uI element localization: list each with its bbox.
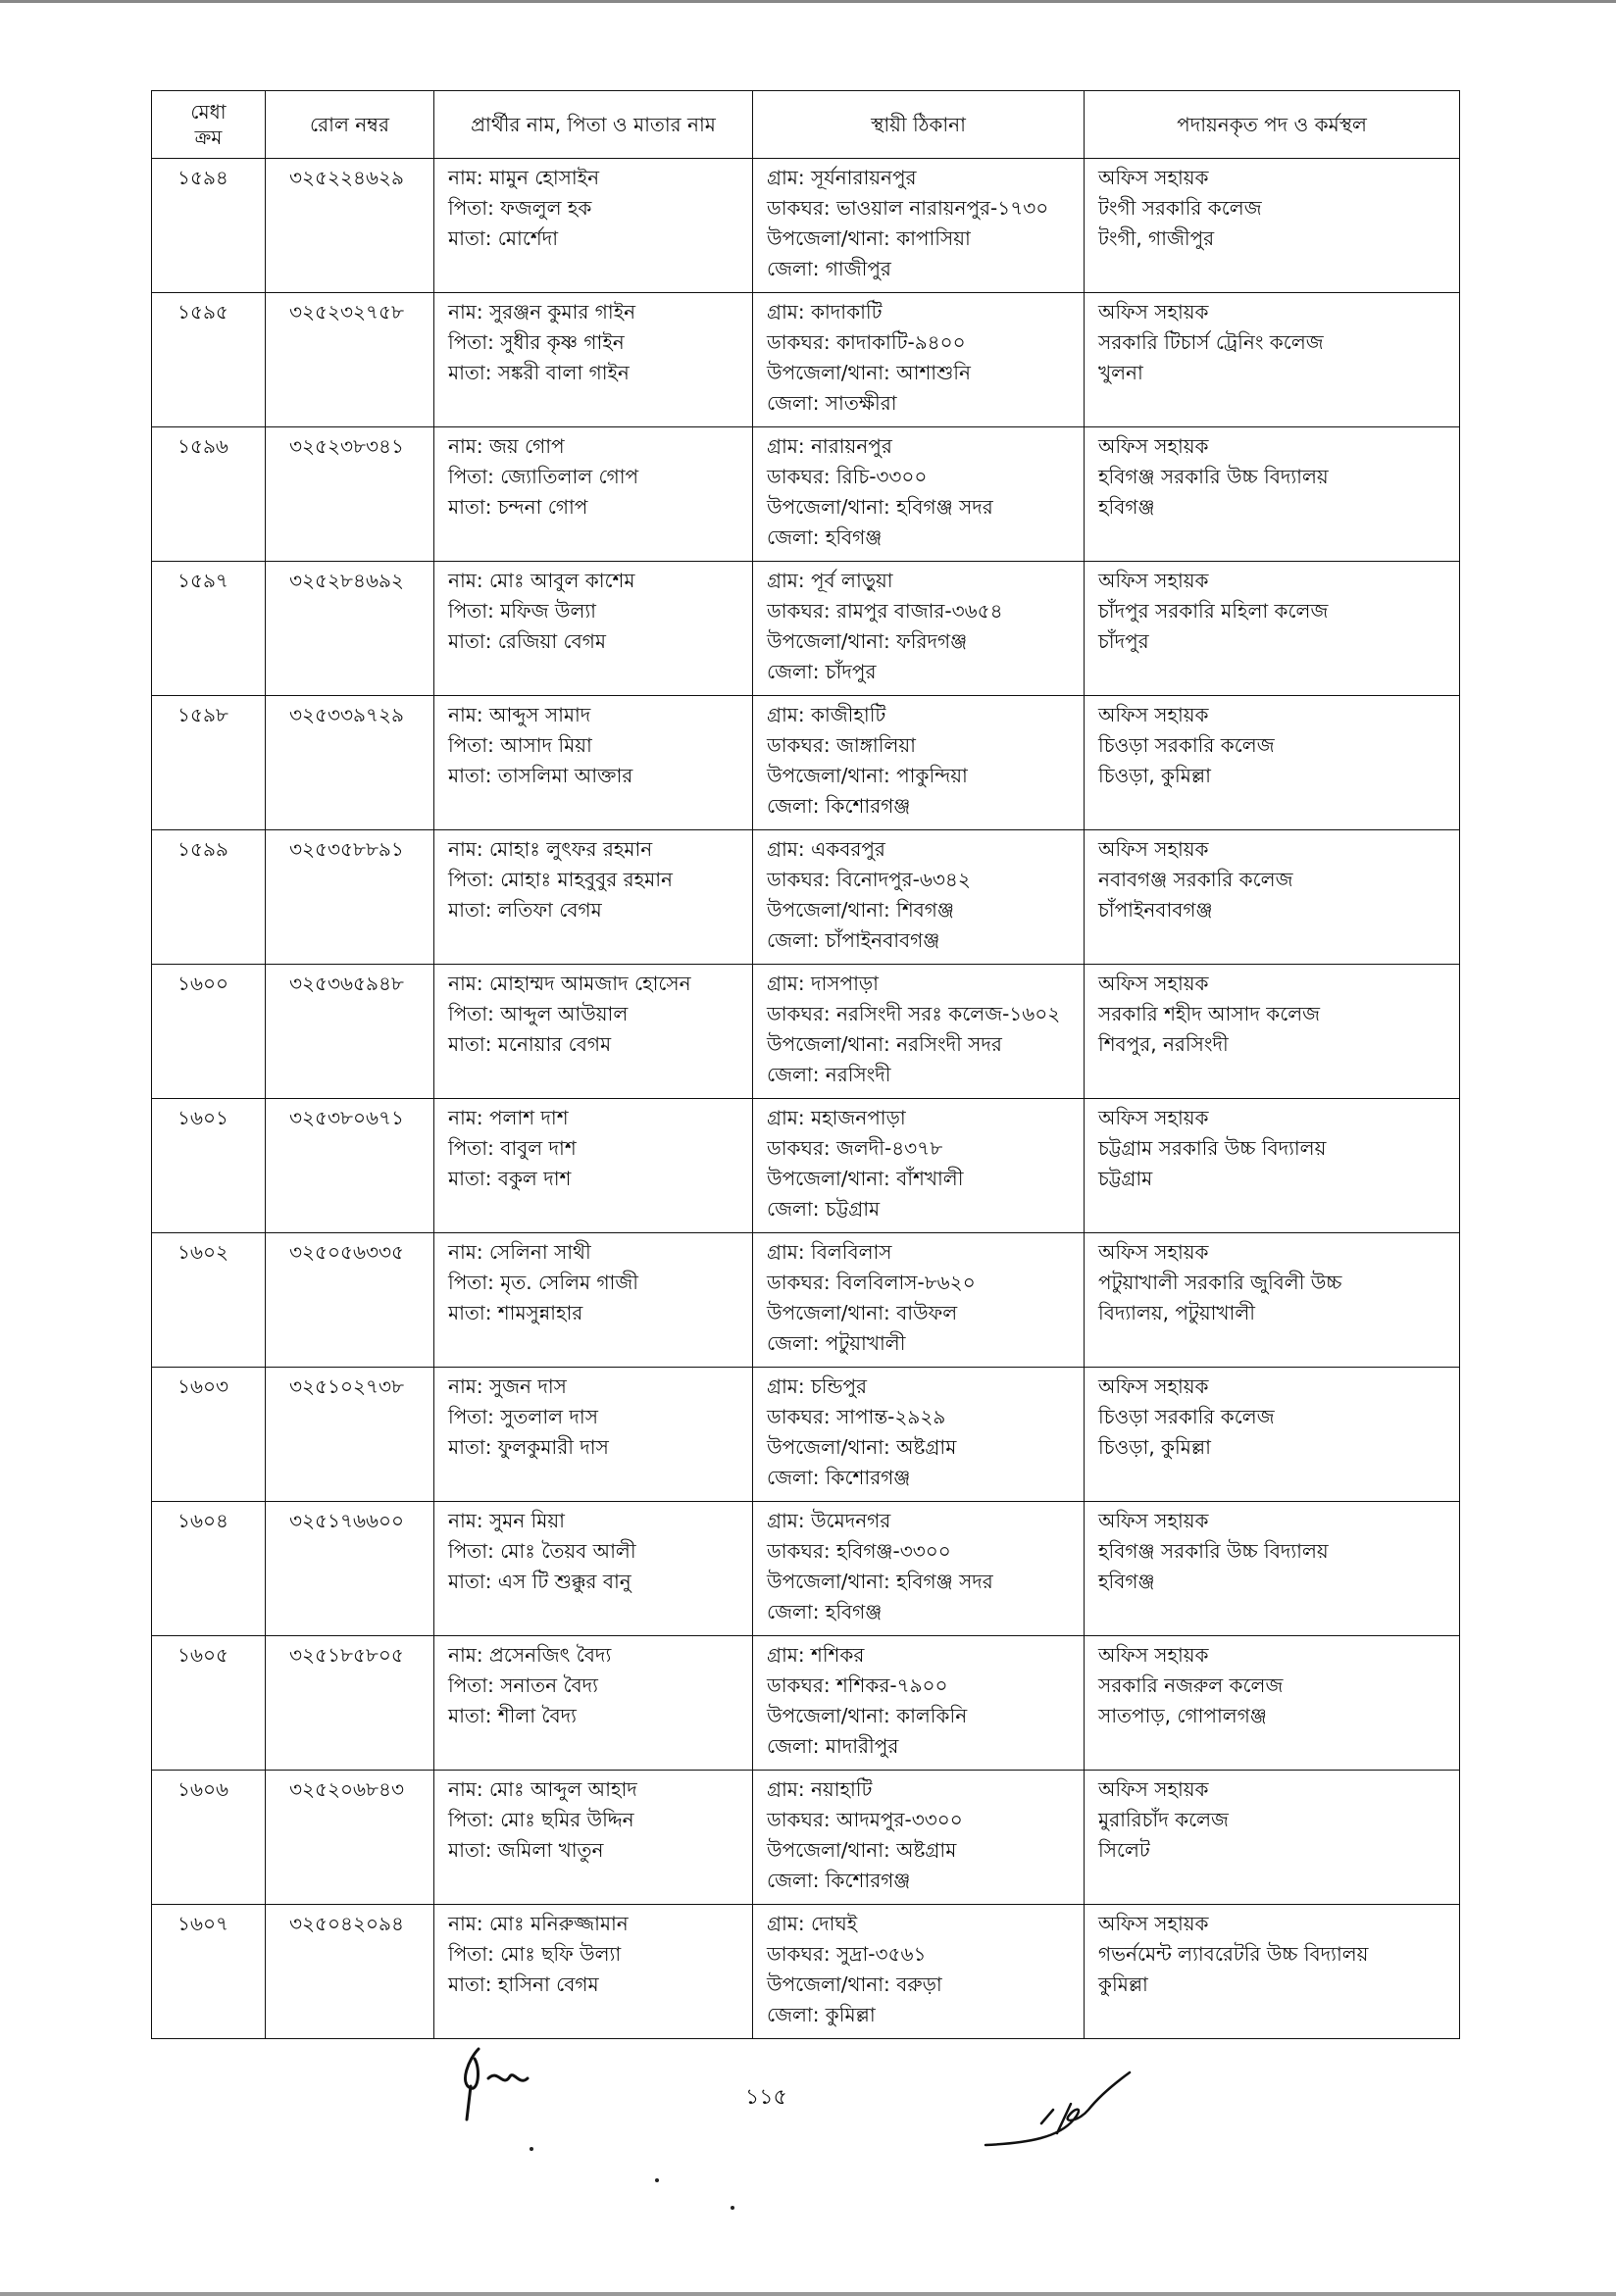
address-village: গ্রাম: উমেদনগর [767,1509,891,1532]
address-upazila: উপজেলা/থানা: কাপাসিয়া [767,226,971,250]
address-upazila: উপজেলা/থানা: পাকুন্দিয়া [767,764,968,787]
posting-workplace-line1: সরকারি টিচার্স ট্রেনিং কলেজ [1098,330,1324,354]
roll-number: ৩২৫৩৬৫৯৪৮ [289,972,404,995]
cell-roll [266,427,434,562]
posting-workplace-line2: টংগী, গাজীপুর [1098,226,1215,250]
mother-name: মাতা: শামসুন্নাহার [448,1301,583,1324]
address-post-office: ডাকঘর: সুদ্রা-৩৫৬১ [767,1942,927,1966]
posting-workplace-line1: সরকারি শহীদ আসাদ কলেজ [1098,1002,1321,1025]
cell-posting [1085,1233,1460,1368]
page-number: ১১৫ [745,2085,787,2110]
address-post-office: ডাকঘর: রামপুর বাজার-৩৬৫৪ [767,599,1003,623]
candidate-name: নাম: মোঃ আবুল কাশেম [448,569,635,592]
serial-number: ১৬০৬ [177,1777,228,1801]
scan-top-edge [0,0,1616,3]
cell-posting [1085,965,1460,1099]
cell-serial [152,1771,266,1905]
address-upazila: উপজেলা/থানা: অষ্টগ্রাম [767,1838,957,1862]
mother-name: মাতা: মনোয়ার বেগম [448,1032,612,1056]
cell-candidate [434,1233,753,1368]
father-name: পিতা: আব্দুল আউয়াল [448,1002,629,1025]
address-district: জেলা: কিশোরগঞ্জ [767,1869,911,1892]
address-district: জেলা: হবিগঞ্জ [767,1600,883,1623]
address-upazila: উপজেলা/থানা: হবিগঞ্জ সদর [767,495,993,519]
address-post-office: ডাকঘর: হবিগঞ্জ-৩৩০০ [767,1539,951,1563]
address-post-office: ডাকঘর: সাপান্ত-২৯২৯ [767,1405,946,1428]
table-row [152,427,1460,562]
address-district: জেলা: চাঁদপুর [767,660,877,683]
cell-address [753,1099,1085,1233]
cell-posting [1085,696,1460,830]
father-name: পিতা: মোহাঃ মাহবুবুর রহমান [448,868,673,891]
father-name: পিতা: আসাদ মিয়া [448,733,592,757]
cell-candidate [434,1905,753,2039]
posting-post: অফিস সহায়ক [1098,1912,1209,1935]
cell-address [753,965,1085,1099]
roll-number: ৩২৫২৩৮৩৪১ [289,434,404,458]
posting-workplace-line2: হবিগঞ্জ [1098,1570,1155,1593]
scan-speck [731,2206,734,2210]
roll-number: ৩২৫০৪২০৯৪ [289,1912,404,1935]
posting-workplace-line2: বিদ্যালয়, পটুয়াখালী [1098,1301,1255,1324]
address-upazila: উপজেলা/থানা: শিবগঞ্জ [767,898,954,922]
father-name: পিতা: ফজলুল হক [448,196,592,220]
serial-number: ১৫৯৮ [177,703,228,726]
table-row [152,293,1460,427]
address-village: গ্রাম: নয়াহাটি [767,1777,873,1801]
cell-candidate [434,965,753,1099]
candidate-name: নাম: সুজন দাস [448,1374,567,1398]
cell-candidate [434,1771,753,1905]
posting-workplace-line2: চাঁপাইনবাবগঞ্জ [1098,898,1213,922]
posting-workplace-line1: টংগী সরকারি কলেজ [1098,196,1262,220]
table-row [152,1368,1460,1502]
posting-workplace-line2: চিওড়া, কুমিল্লা [1098,1435,1211,1459]
table-row [152,830,1460,965]
posting-workplace-line1: চট্টগ্রাম সরকারি উচ্চ বিদ্যালয় [1098,1136,1327,1160]
father-name: পিতা: মফিজ উল্যা [448,599,596,623]
roll-number: ৩২৫০৫৬৩৩৫ [289,1240,404,1264]
posting-workplace-line1: গভর্নমেন্ট ল্যাবরেটরি উচ্চ বিদ্যালয় [1098,1942,1369,1966]
father-name: পিতা: বাবুল দাশ [448,1136,577,1160]
table-row [152,965,1460,1099]
serial-number: ১৫৯৫ [177,300,228,324]
posting-post: অফিস সহায়ক [1098,1509,1209,1532]
posting-post: অফিস সহায়ক [1098,972,1209,995]
roll-number: ৩২৫২২৪৬২৯ [289,166,404,189]
posting-post: অফিস সহায়ক [1098,300,1209,324]
cell-candidate [434,1636,753,1771]
posting-post: অফিস সহায়ক [1098,837,1209,861]
address-village: গ্রাম: নারায়নপুর [767,434,892,458]
cell-posting [1085,427,1460,562]
header-posting: পদায়নকৃত পদ ও কর্মস্থল [1085,91,1460,159]
cell-posting [1085,1502,1460,1636]
posting-workplace-line2: হবিগঞ্জ [1098,495,1155,519]
serial-number: ১৬০৫ [177,1643,228,1667]
cell-address [753,562,1085,696]
cell-posting [1085,1771,1460,1905]
candidate-name: নাম: প্রসেনজিৎ বৈদ্য [448,1643,612,1667]
serial-number: ১৬০৪ [177,1509,228,1532]
father-name: পিতা: সনাতন বৈদ্য [448,1673,598,1697]
cell-roll [266,1368,434,1502]
cell-address [753,293,1085,427]
father-name: পিতা: মোঃ ছমির উদ্দিন [448,1808,634,1831]
posting-workplace-line1: চিওড়া সরকারি কলেজ [1098,733,1275,757]
cell-address [753,1368,1085,1502]
posting-workplace-line1: চাঁদপুর সরকারি মহিলা কলেজ [1098,599,1329,623]
mother-name: মাতা: রেজিয়া বেগম [448,629,606,653]
cell-roll [266,1233,434,1368]
father-name: পিতা: সুধীর কৃষ্ণ গাইন [448,330,625,354]
roll-number: ৩২৫১০২৭৩৮ [289,1374,404,1398]
serial-number: ১৫৯৯ [177,837,228,861]
serial-number: ১৬০২ [177,1240,228,1264]
cell-serial [152,1636,266,1771]
posting-workplace-line2: চাঁদপুর [1098,629,1149,653]
roll-number: ৩২৫২০৬৮৪৩ [289,1777,404,1801]
table-row [152,1099,1460,1233]
posting-post: অফিস সহায়ক [1098,1240,1209,1264]
signature-left [449,2029,586,2127]
cell-address [753,1502,1085,1636]
header-name: প্রার্থীর নাম, পিতা ও মাতার নাম [434,91,753,159]
posting-post: অফিস সহায়ক [1098,434,1209,458]
address-post-office: ডাকঘর: ভাওয়াল নারায়নপুর-১৭৩০ [767,196,1049,220]
address-village: গ্রাম: মহাজনপাড়া [767,1106,906,1129]
cell-roll [266,562,434,696]
scan-speck [655,2178,659,2182]
posting-workplace-line1: নবাবগঞ্জ সরকারি কলেজ [1098,868,1293,891]
father-name: পিতা: মোঃ ছফি উল্যা [448,1942,622,1966]
address-post-office: ডাকঘর: জলদী-৪৩৭৮ [767,1136,943,1160]
candidate-name: নাম: সেলিনা সাথী [448,1240,591,1264]
cell-serial [152,293,266,427]
father-name: পিতা: সুতলাল দাস [448,1405,598,1428]
cell-posting [1085,293,1460,427]
table-row [152,159,1460,293]
roll-number: ৩২৫৩৮০৬৭১ [289,1106,404,1129]
posting-workplace-line1: চিওড়া সরকারি কলেজ [1098,1405,1275,1428]
roll-number: ৩২৫৩৩৯৭২৯ [289,703,404,726]
address-district: জেলা: কুমিল্লা [767,2003,876,2026]
header-roll: রোল নম্বর [266,91,434,159]
table-row [152,562,1460,696]
candidate-name: নাম: পলাশ দাশ [448,1106,569,1129]
serial-number: ১৬০০ [177,972,228,995]
cell-candidate [434,1502,753,1636]
posting-workplace-line2: খুলনা [1098,361,1143,384]
address-district: জেলা: নরসিংদী [767,1063,891,1086]
address-post-office: ডাকঘর: বিনোদপুর-৬৩৪২ [767,868,971,891]
cell-roll [266,1502,434,1636]
posting-workplace-line1: হবিগঞ্জ সরকারি উচ্চ বিদ্যালয় [1098,1539,1329,1563]
cell-candidate [434,293,753,427]
candidate-name: নাম: মামুন হোসাইন [448,166,600,189]
posting-post: অফিস সহায়ক [1098,703,1209,726]
cell-serial [152,1368,266,1502]
cell-candidate [434,1368,753,1502]
address-post-office: ডাকঘর: বিলবিলাস-৮৬২০ [767,1271,976,1294]
cell-roll [266,830,434,965]
address-post-office: ডাকঘর: শশিকর-৭৯০০ [767,1673,948,1697]
address-post-office: ডাকঘর: নরসিংদী সরঃ কলেজ-১৬০২ [767,1002,1061,1025]
cell-posting [1085,1099,1460,1233]
candidate-name: নাম: আব্দুস সামাদ [448,703,591,726]
mother-name: মাতা: জমিলা খাতুন [448,1838,604,1862]
cell-address [753,696,1085,830]
address-post-office: ডাকঘর: কাদাকাটি-৯৪০০ [767,330,966,354]
cell-posting [1085,159,1460,293]
serial-number: ১৫৯৬ [177,434,228,458]
father-name: পিতা: মোঃ তৈয়ব আলী [448,1539,636,1563]
address-district: জেলা: সাতক্ষীরা [767,391,897,415]
candidate-name: নাম: মোহাম্মদ আমজাদ হোসেন [448,972,691,995]
cell-address [753,1233,1085,1368]
cell-roll [266,1771,434,1905]
mother-name: মাতা: চন্দনা গোপ [448,495,588,519]
address-upazila: উপজেলা/থানা: বাঁশখালী [767,1167,964,1190]
roll-number: ৩২৫১৮৫৮০৫ [289,1643,404,1667]
address-upazila: উপজেলা/থানা: কালকিনি [767,1704,968,1727]
father-name: পিতা: মৃত. সেলিম গাজী [448,1271,638,1294]
mother-name: মাতা: সঙ্করী বালা গাইন [448,361,630,384]
posting-workplace-line1: সরকারি নজরুল কলেজ [1098,1673,1284,1697]
address-upazila: উপজেলা/থানা: অষ্টগ্রাম [767,1435,957,1459]
address-village: গ্রাম: কাদাকাটি [767,300,883,324]
cell-serial [152,696,266,830]
mother-name: মাতা: লতিফা বেগম [448,898,602,922]
mother-name: মাতা: হাসিনা বেগম [448,1972,599,1996]
posting-workplace-line2: কুমিল্লা [1098,1972,1148,1996]
cell-roll [266,696,434,830]
address-upazila: উপজেলা/থানা: হবিগঞ্জ সদর [767,1570,993,1593]
roll-number: ৩২৫১৭৬৬০০ [289,1509,404,1532]
cell-serial [152,830,266,965]
address-village: গ্রাম: দাসপাড়া [767,972,879,995]
cell-serial [152,159,266,293]
cell-address [753,830,1085,965]
cell-address [753,1636,1085,1771]
signature-right [981,2059,1147,2157]
address-district: জেলা: চাঁপাইনবাবগঞ্জ [767,928,940,952]
table-row [152,1905,1460,2039]
header-serial [152,91,266,159]
posting-post: অফিস সহায়ক [1098,1643,1209,1667]
cell-address [753,1905,1085,2039]
mother-name: মাতা: তাসলিমা আক্তার [448,764,633,787]
roll-number: ৩২৫২৮৪৬৯২ [289,569,404,592]
address-district: জেলা: কিশোরগঞ্জ [767,1466,911,1489]
candidate-name: নাম: মোঃ মনিরুজ্জামান [448,1912,629,1935]
posting-workplace-line2: চিওড়া, কুমিল্লা [1098,764,1211,787]
address-upazila: উপজেলা/থানা: বরুড়া [767,1972,942,1996]
cell-roll [266,1905,434,2039]
address-upazila: উপজেলা/থানা: ফরিদগঞ্জ [767,629,968,653]
cell-posting [1085,1368,1460,1502]
address-village: গ্রাম: একবরপুর [767,837,885,861]
address-village: গ্রাম: দোঘই [767,1912,858,1935]
roll-number: ৩২৫৩৫৮৮৯১ [289,837,404,861]
cell-address [753,1771,1085,1905]
serial-number: ১৫৯৪ [177,166,228,189]
mother-name: মাতা: বকুল দাশ [448,1167,572,1190]
cell-serial [152,1502,266,1636]
posting-post: অফিস সহায়ক [1098,569,1209,592]
roll-number: ৩২৫২৩২৭৫৮ [289,300,404,324]
address-post-office: ডাকঘর: আদমপুর-৩৩০০ [767,1808,963,1831]
mother-name: মাতা: এস টি শুক্কুর বানু [448,1570,631,1593]
posting-post: অফিস সহায়ক [1098,1106,1209,1129]
header-serial-line1: মেধা [190,100,227,124]
father-name: পিতা: জ্যোতিলাল গোপ [448,465,639,488]
cell-address [753,427,1085,562]
address-district: জেলা: পটুয়াখালী [767,1331,906,1355]
cell-roll [266,1099,434,1233]
header-serial-line2: ক্রম [194,125,223,149]
address-district: জেলা: হবিগঞ্জ [767,525,883,549]
header-row [152,91,1460,159]
scan-speck [530,2147,533,2151]
mother-name: মাতা: মোর্শেদা [448,226,559,250]
cell-roll [266,1636,434,1771]
address-upazila: উপজেলা/থানা: নরসিংদী সদর [767,1032,1002,1056]
cell-serial [152,427,266,562]
mother-name: মাতা: শীলা বৈদ্য [448,1704,577,1727]
table-row [152,1233,1460,1368]
cell-roll [266,965,434,1099]
posting-workplace-line2: শিবপুর, নরসিংদী [1098,1032,1229,1056]
header-address: স্থায়ী ঠিকানা [753,91,1085,159]
serial-number: ১৬০৩ [177,1374,228,1398]
table-row [152,1502,1460,1636]
cell-serial [152,965,266,1099]
address-village: গ্রাম: সূর্যনারায়নপুর [767,166,917,189]
cell-roll [266,159,434,293]
serial-number: ১৬০৭ [177,1912,228,1935]
serial-number: ১৫৯৭ [177,569,228,592]
posting-workplace-line1: হবিগঞ্জ সরকারি উচ্চ বিদ্যালয় [1098,465,1329,488]
posting-workplace-line2: সাতপাড়, গোপালগঞ্জ [1098,1704,1267,1727]
cell-posting [1085,1905,1460,2039]
address-district: জেলা: গাজীপুর [767,257,891,280]
cell-candidate [434,830,753,965]
address-district: জেলা: কিশোরগঞ্জ [767,794,911,818]
cell-posting [1085,1636,1460,1771]
mother-name: মাতা: ফুলকুমারী দাস [448,1435,609,1459]
posting-workplace-line2: সিলেট [1098,1838,1150,1862]
posting-post: অফিস সহায়ক [1098,1374,1209,1398]
cell-serial [152,1905,266,2039]
cell-candidate [434,1099,753,1233]
posting-workplace-line1: পটুয়াখালী সরকারি জুবিলী উচ্চ [1098,1271,1342,1294]
cell-serial [152,1099,266,1233]
address-village: গ্রাম: পূর্ব লাড়ুয়া [767,569,893,592]
table-row [152,1636,1460,1771]
candidate-name: নাম: সুমন মিয়া [448,1509,565,1532]
candidate-name: নাম: মোহাঃ লুৎফর রহমান [448,837,653,861]
cell-candidate [434,696,753,830]
address-district: জেলা: চট্টগ্রাম [767,1197,881,1221]
posting-post: অফিস সহায়ক [1098,1777,1209,1801]
cell-candidate [434,159,753,293]
candidate-name: নাম: সুরঞ্জন কুমার গাইন [448,300,636,324]
address-upazila: উপজেলা/থানা: বাউফল [767,1301,958,1324]
cell-serial [152,562,266,696]
merit-list-table [151,90,1460,2039]
address-village: গ্রাম: কাজীহাটি [767,703,886,726]
posting-workplace-line1: মুরারিচাঁদ কলেজ [1098,1808,1229,1831]
candidate-name: নাম: জয় গোপ [448,434,565,458]
scan-bottom-edge [0,2292,1616,2296]
cell-serial [152,1233,266,1368]
address-village: গ্রাম: বিলবিলাস [767,1240,892,1264]
candidate-name: নাম: মোঃ আব্দুল আহাদ [448,1777,637,1801]
cell-address [753,159,1085,293]
table-row [152,1771,1460,1905]
cell-posting [1085,562,1460,696]
cell-roll [266,293,434,427]
address-village: গ্রাম: চন্ডিপুর [767,1374,868,1398]
cell-candidate [434,427,753,562]
posting-post: অফিস সহায়ক [1098,166,1209,189]
table-row [152,696,1460,830]
address-village: গ্রাম: শশিকর [767,1643,865,1667]
cell-candidate [434,562,753,696]
serial-number: ১৬০১ [177,1106,228,1129]
address-post-office: ডাকঘর: জাঙ্গালিয়া [767,733,916,757]
address-post-office: ডাকঘর: রিচি-৩৩০০ [767,465,928,488]
posting-workplace-line2: চট্টগ্রাম [1098,1167,1153,1190]
address-upazila: উপজেলা/থানা: আশাশুনি [767,361,971,384]
cell-posting [1085,830,1460,965]
address-district: জেলা: মাদারীপুর [767,1734,899,1758]
